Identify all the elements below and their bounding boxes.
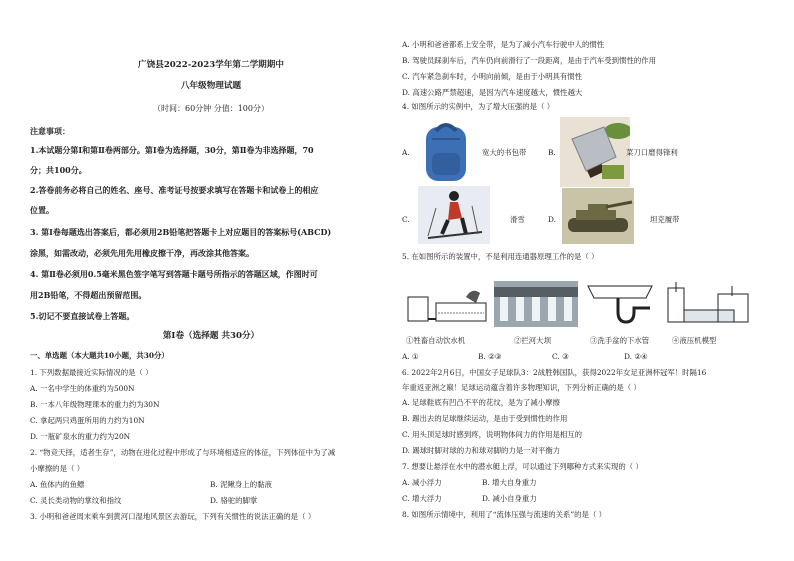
q4-caption-d: 坦克履带: [650, 215, 680, 224]
q1-option-c: C. 拿起两只鸡蛋所用的力约为10N: [30, 416, 145, 425]
q7-option-d: D. 减小自身重力: [482, 494, 537, 503]
dam-image: [494, 281, 578, 327]
q7-stem: 7. 想要让悬浮在水中的潜水艇上浮，可以通过下列哪种方式来实现的（ ）: [402, 462, 643, 471]
tank-image: [562, 188, 634, 244]
hydraulic-press-diagram: [664, 280, 754, 328]
q4-caption-b: 菜刀口磨得锋利: [626, 148, 678, 157]
note-4-line1: 4. 第Ⅱ卷必须用0.5毫米黑色签字笔写到答题卡题号所指示的答题区域，作图时可: [30, 269, 318, 279]
q2-stem-line1: 2. “物竞天择，适者生存”，动物在进化过程中形成了与环境相适应的体征，下列体征中为了减: [30, 448, 336, 457]
exam-title: 广饶县2022-2023学年第二学期期中: [138, 60, 284, 70]
q2-option-c: C. 灵长类动物的掌纹和指纹: [30, 496, 122, 505]
q7-option-c: C. 增大浮力: [402, 494, 442, 503]
q6-stem-line1: 6. 2022年2月6日，中国女子足球队3：2战胜韩国队，获得2022年女足亚洲杯冠军！时隔16: [402, 368, 707, 377]
q7-option-b: B. 增大自身重力: [482, 478, 537, 487]
q2-stem-line2: 小摩擦的是（ ）: [30, 464, 85, 473]
note-5: 5.切记不要直接试卷上答题。: [30, 311, 135, 321]
backpack-image: [418, 119, 474, 183]
note-3-line1: 3. 第Ⅰ卷每题选出答案后，都必须用2B铅笔把答题卡上对应题目的答案标号(ABCD): [30, 227, 332, 237]
note-1-line1: 1.本试题分第Ⅰ和第Ⅱ卷两部分。第Ⅰ卷为选择题，30分，第Ⅱ卷为非选择题，70: [30, 145, 314, 155]
left-column: [30, 0, 392, 561]
q3-option-d: D. 高速公路严禁超速，是因为汽车速度越大，惯性越大: [402, 88, 583, 97]
q6-option-a: A. 足球鞋底有凹凸不平的花纹，是为了减小摩擦: [402, 398, 560, 407]
q5-option-a: A. ①: [402, 352, 419, 361]
section-heading: 一、单选题（本大题共10小题，共30分）: [30, 351, 169, 360]
q6-option-d: D. 踢球时脚对球的力和球对脚的力是一对平衡力: [402, 446, 561, 455]
note-4-line2: 用2B铅笔，不得超出预留范围。: [30, 290, 147, 300]
q4-label-b: B.: [548, 148, 556, 157]
q1-option-b: B. 一本八年级物理课本的重力约为30N: [30, 400, 160, 409]
q5-option-d: D. ②④: [624, 352, 648, 361]
part1-heading: 第Ⅰ卷（选择题 共30分）: [162, 331, 260, 341]
q2-option-d: D. 骆驼的脚掌: [210, 496, 258, 505]
note-2-line2: 位置。: [30, 205, 54, 215]
q5-option-c: C. ③: [552, 352, 569, 361]
q4-caption-c: 滑雪: [510, 215, 525, 224]
q6-stem-line2: 年重返亚洲之巅！足球运动蕴含着许多物理知识，下列分析正确的是（ ）: [402, 383, 641, 392]
q3-stem: 3. 小明和爸爸周末乘车到黄河口湿地风景区去游玩，下列有关惯性的说法正确的是（ ）: [30, 512, 316, 521]
q3-option-b: B. 驾驶员踩刹车后，汽车仍向前滑行了一段距离，是由于汽车受到惯性的作用: [402, 56, 657, 65]
note-3-line2: 涂黑，如需改动，必须先用先用橡皮擦干净，再改涂其他答案。: [30, 248, 254, 258]
notes-heading: 注意事项：: [30, 126, 70, 136]
right-column: [402, 0, 774, 561]
q4-label-d: D.: [548, 215, 557, 224]
q4-caption-a: 宽大的书包带: [482, 148, 527, 157]
q5-caption-3: ③洗手盆的下水管: [590, 336, 650, 345]
q6-option-c: C. 用头顶足球时感到疼，说明物体间力的作用是相互的: [402, 430, 583, 439]
q5-option-b: B. ②③: [478, 352, 502, 361]
q3-option-c: C. 汽车紧急刹车时，小明向前倾，是由于小明具有惯性: [402, 72, 583, 81]
q5-caption-1: ①牲畜自动饮水机: [406, 336, 466, 345]
drinking-trough-diagram: [406, 283, 490, 327]
q5-stem: 5. 在如图所示的装置中，不是利用连通器原理工作的是（ ）: [402, 252, 599, 261]
q2-option-a: A. 鱼体内的鱼鳔: [30, 480, 85, 489]
q4-label-a: A.: [402, 148, 410, 157]
q5-caption-4: ④液压机模型: [672, 336, 717, 345]
q1-option-a: A. 一名中学生的体重约为500N: [30, 384, 135, 393]
note-2-line1: 2.答卷前务必将自己的姓名、座号、准考证号按要求填写在答题卡和试卷上的相应: [30, 185, 319, 195]
q2-option-b: B. 泥鳅身上的黏液: [210, 480, 272, 489]
q4-label-c: C.: [402, 215, 410, 224]
cleaver-image: [560, 117, 630, 187]
q1-stem: 1. 下列数据最接近实际情况的是（ ）: [30, 368, 153, 377]
skier-image: [418, 186, 490, 244]
q6-option-b: B. 踢出去的足球继续运动，是由于受到惯性的作用: [402, 414, 568, 423]
note-1-line2: 分；共100分。: [30, 165, 87, 175]
exam-subject: 八年级物理试题: [180, 81, 242, 91]
q5-caption-2: ②拦河大坝: [514, 336, 551, 345]
q1-option-d: D. 一瓶矿泉水的重力约为20N: [30, 432, 131, 441]
sink-drain-diagram: [584, 280, 656, 328]
q4-stem: 4. 如图所示的实例中，为了增大压强的是（ ）: [402, 102, 555, 111]
exam-meta: （时间：60分钟 分值：100分）: [153, 104, 269, 113]
q8-stem: 8. 如图所示情境中，利用了“流体压强与流速的关系”的是（ ）: [402, 510, 607, 519]
q3-option-a: A. 小明和爸爸都系上安全带，是为了减小汽车行驶中人的惯性: [402, 40, 605, 49]
q7-option-a: A. 减小浮力: [402, 478, 442, 487]
